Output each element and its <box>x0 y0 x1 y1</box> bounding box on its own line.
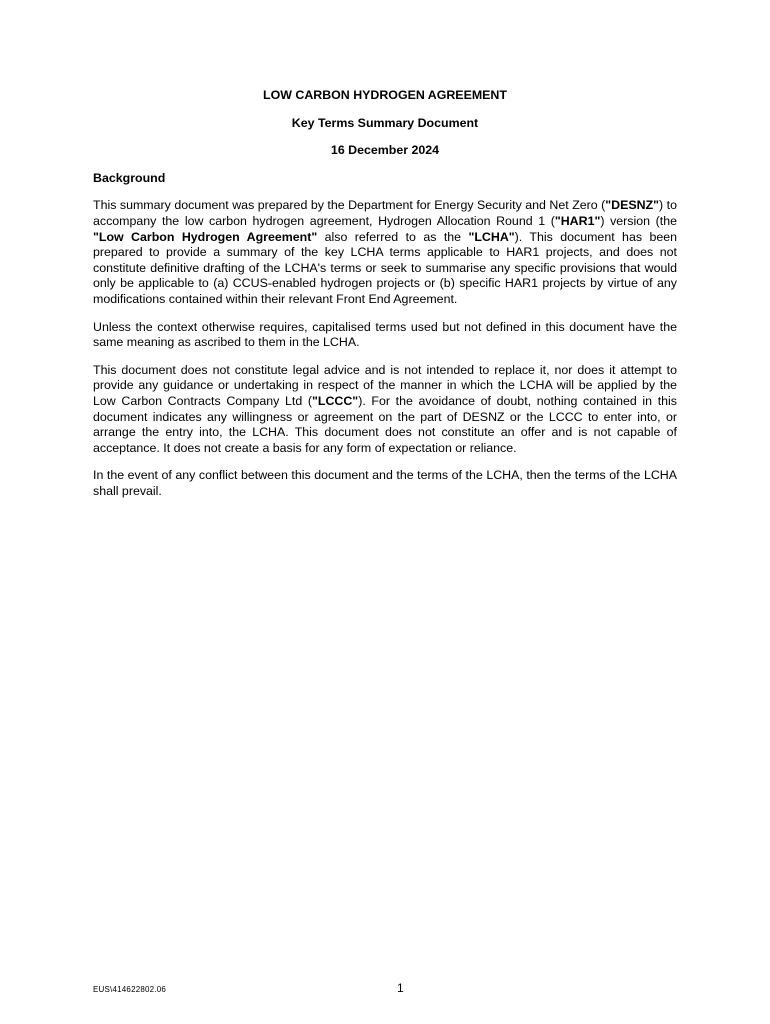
defined-term-har1: "HAR1" <box>554 213 601 228</box>
section-heading-background: Background <box>93 170 166 185</box>
paragraph-summary-purpose <box>93 198 677 307</box>
text-run: also referred to as the <box>317 229 469 244</box>
text-run: ). This document has been prepared to provide a summary of the key LCHA terms applicable to HAR1 projects, and does not constitute definitive drafting of the LCHA's terms or seek to summarise any specific provisions that would only be applicable to (a) CCUS-enabled hydrogen projects or (b) specific HAR1 projects by virtue of any modifications contained within their relevant Front End Agreement. <box>93 229 678 306</box>
defined-term-desnz: "DESNZ" <box>605 198 660 213</box>
paragraph-legal-disclaimer <box>93 363 677 457</box>
text-run: ) to accompany the low carbon hydrogen agreement, Hydrogen Allocation Round 1 ( <box>93 198 677 228</box>
document-body <box>93 88 677 511</box>
document-title: LOW CARBON HYDROGEN AGREEMENT <box>263 88 507 102</box>
text-run: ) version (the <box>600 213 677 228</box>
document-subtitle: Key Terms Summary Document <box>291 115 479 130</box>
defined-term-lcha-full: "Low Carbon Hydrogen Agreement" <box>93 229 318 244</box>
text-run: This document does not constitute legal advice and is not intended to replace it, nor does it attempt to provide any guidance or undertaking in respect of the manner in which the LCHA will be applied by the Low Carbon Contracts Company Ltd ( <box>93 362 677 408</box>
text-run: ). For the avoidance of doubt, nothing contained in this document indicates any willingness or agreement on the part of DESNZ or the LCCC to enter into, or arrange the entry into, the LCHA. This document does not constitute an offer and is not capable of acceptance. It does not create a basis for any form of expectation or reliance. <box>93 393 677 455</box>
document-reference: EUS\414622802.06 <box>93 985 167 994</box>
defined-term-lccc: "LCCC" <box>312 393 359 408</box>
page-number: 1 <box>397 981 404 995</box>
paragraph-conflict-clause: In the event of any conflict between this document and the terms of the LCHA, then the terms of the LCHA shall prevail. <box>93 468 677 498</box>
document-date: 16 December 2024 <box>330 143 440 158</box>
text-run: This summary document was prepared by the Department for Energy Security and Net Zero ( <box>93 198 606 213</box>
defined-term-lcha: "LCHA" <box>468 229 515 244</box>
paragraph-capitalised-terms: Unless the context otherwise requires, capitalised terms used but not defined in this document have the same meaning as ascribed to them in the LCHA. <box>93 319 677 350</box>
